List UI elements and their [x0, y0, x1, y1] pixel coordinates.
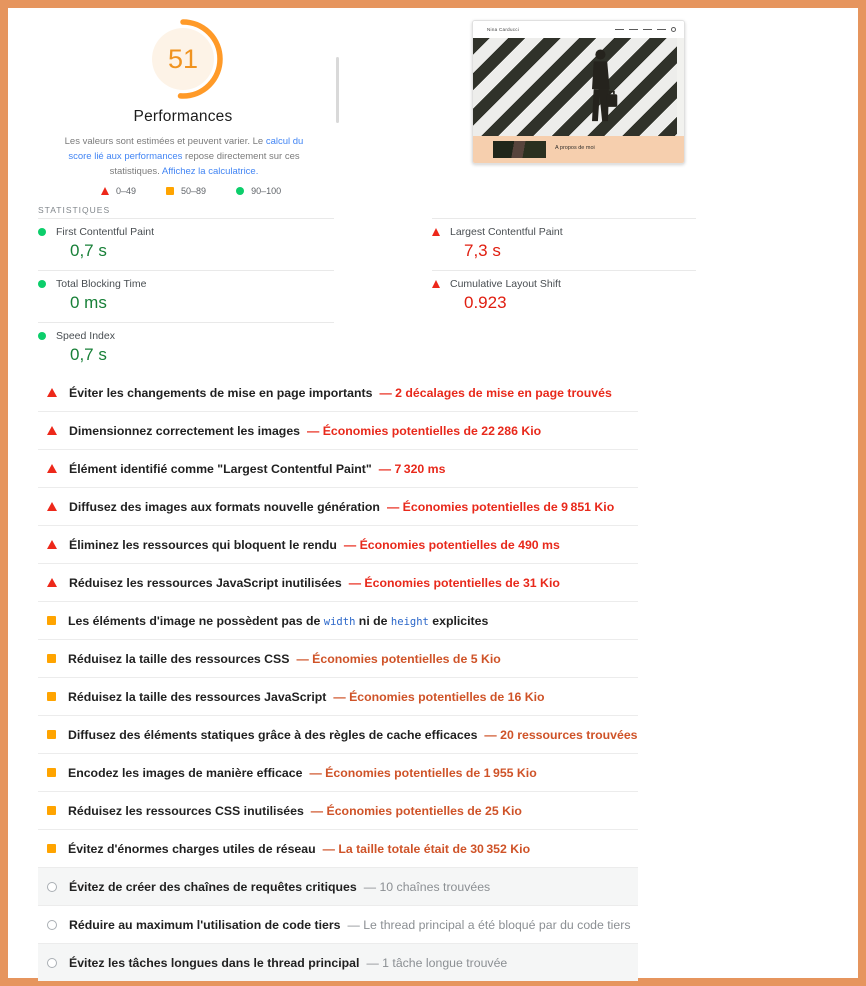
audit-row[interactable] [38, 716, 638, 754]
nav-item-placeholder [643, 29, 652, 31]
stat-largest-contentful-paint [432, 218, 696, 270]
nav-item-placeholder [629, 29, 638, 31]
audit-text [69, 536, 560, 554]
audit-detail: — Économies potentielles de 490 ms [343, 537, 560, 552]
audit-row[interactable] [38, 412, 638, 450]
audit-row[interactable] [38, 602, 638, 640]
audit-row[interactable] [38, 830, 638, 868]
audit-title: Réduisez les ressources JavaScript inutilisées [69, 575, 342, 590]
pass-dot-icon [38, 228, 46, 236]
stat-header [38, 330, 334, 342]
audit-detail: — La taille totale était de 30 352 Kio [322, 841, 531, 856]
warn-square-icon [47, 768, 56, 777]
statistics-heading: STATISTIQUES [38, 205, 111, 215]
preview-site-brand: Nina Carducci [487, 27, 520, 32]
audit-title: Éviter les changements de mise en page importants [69, 385, 373, 400]
audit-title: Diffusez des images aux formats nouvelle génération [69, 499, 380, 514]
stat-value: 0,7 s [70, 345, 107, 364]
preview-site-header [473, 21, 684, 38]
fail-triangle-icon [47, 502, 57, 511]
audit-title: Réduisez les ressources CSS inutilisées [68, 803, 304, 818]
info-circle-icon [47, 958, 57, 968]
stat-header [432, 226, 696, 238]
pass-dot-icon [38, 280, 46, 288]
audit-text [69, 422, 541, 440]
fail-triangle-icon [432, 280, 440, 288]
code-token: width [323, 615, 356, 628]
preview-about-photo [493, 141, 546, 158]
audit-detail: — 2 décalages de mise en page trouvés [379, 385, 612, 400]
audit-text [68, 650, 501, 668]
search-icon [671, 27, 677, 33]
stat-first-contentful-paint [38, 218, 334, 270]
legend-item [236, 186, 281, 196]
score-calc-link[interactable]: calcul du score lié aux performances [68, 136, 304, 162]
audit-row[interactable] [38, 792, 638, 830]
audit-title: Réduire au maximum l'utilisation de code tiers [69, 917, 341, 932]
audit-title: Diffusez des éléments statiques grâce à des règles de cache efficaces [68, 727, 478, 742]
nav-item-placeholder [615, 29, 624, 31]
stat-value: 0 ms [70, 293, 107, 312]
audit-title: Réduisez la taille des ressources CSS [68, 651, 290, 666]
preview-about-label: A propos de moi [555, 145, 595, 151]
audit-text [68, 612, 488, 630]
stat-total-blocking-time [38, 270, 334, 322]
stat-header [38, 226, 334, 238]
audit-title: Réduisez la taille des ressources JavaScript [68, 689, 327, 704]
audit-row[interactable] [38, 754, 638, 792]
audit-detail: — 7 320 ms [378, 461, 446, 476]
warn-square-icon [47, 692, 56, 701]
stat-value: 0.923 [464, 293, 507, 312]
performance-description [55, 134, 313, 179]
preview-site-nav [615, 27, 677, 33]
hero-edge-strip [677, 38, 684, 136]
pedestrian-silhouette-icon [576, 47, 627, 131]
audit-detail: — 1 tâche longue trouvée [366, 955, 508, 970]
audit-text [68, 726, 638, 744]
audit-detail: — Économies potentielles de 31 Kio [348, 575, 560, 590]
audit-row[interactable] [38, 450, 638, 488]
fail-triangle-icon [432, 228, 440, 236]
stat-value: 0,7 s [70, 241, 107, 260]
stat-label: First Contentful Paint [56, 226, 155, 238]
info-circle-icon [47, 920, 57, 930]
audit-row[interactable] [38, 944, 638, 981]
fail-triangle-icon [47, 578, 57, 587]
audit-detail: — Économies potentielles de 9 851 Kio [386, 499, 615, 514]
triangle-icon [101, 187, 109, 195]
circle-icon [236, 187, 244, 195]
legend-label: 50–89 [181, 186, 207, 196]
score-legend [101, 186, 281, 196]
stat-header [38, 278, 334, 290]
preview-about-band [473, 136, 684, 163]
warn-square-icon [47, 654, 56, 663]
fail-triangle-icon [47, 426, 57, 435]
info-circle-icon [47, 882, 57, 892]
stat-value: 7,3 s [464, 241, 501, 260]
audit-text [68, 840, 530, 858]
description-text: repose directement sur ces statistiques. [109, 151, 300, 177]
audit-title: Évitez d'énormes charges utiles de réseau [68, 841, 316, 856]
scrollbar-thumb[interactable] [336, 57, 339, 123]
performance-title: Performances [133, 108, 233, 125]
audit-row[interactable] [38, 526, 638, 564]
audit-row[interactable] [38, 868, 638, 906]
audit-text [69, 384, 612, 402]
audit-detail: — Économies potentielles de 22 286 Kio [307, 423, 542, 438]
legend-item [166, 186, 206, 196]
audit-text [69, 460, 445, 478]
stats-column-right [432, 218, 696, 322]
square-icon [166, 187, 174, 195]
performance-score-value: 51 [167, 43, 199, 74]
stat-label: Total Blocking Time [56, 278, 147, 290]
audit-title: Évitez les tâches longues dans le thread principal [69, 955, 360, 970]
audit-list [38, 374, 638, 981]
page-screenshot-preview [472, 20, 685, 164]
stat-header [432, 278, 696, 290]
audit-detail: — Économies potentielles de 5 Kio [296, 651, 501, 666]
audit-row[interactable] [38, 488, 638, 526]
audit-text [68, 802, 522, 820]
preview-hero-image [473, 38, 684, 136]
audit-detail: — Économies potentielles de 1 955 Kio [309, 765, 537, 780]
audit-text [69, 954, 507, 972]
audit-row[interactable] [38, 374, 638, 412]
audit-detail: — 10 chaînes trouvées [363, 879, 491, 894]
nav-item-placeholder [657, 29, 666, 31]
audit-title: Éliminez les ressources qui bloquent le rendu [69, 537, 337, 552]
audit-detail: — Le thread principal a été bloqué par du code tiers [347, 917, 631, 932]
stat-label: Largest Contentful Paint [450, 226, 563, 238]
audit-title: Élément identifié comme "Largest Contentful Paint" [69, 461, 372, 476]
audit-title: Dimensionnez correctement les images [69, 423, 300, 438]
audit-row[interactable] [38, 906, 638, 944]
audit-text [68, 764, 537, 782]
legend-label: 90–100 [251, 186, 282, 196]
audit-detail: — 20 ressources trouvées [484, 727, 638, 742]
performance-score-gauge [140, 16, 226, 102]
description-text: Les valeurs sont estimées et peuvent varier. Le [64, 136, 266, 147]
warn-square-icon [47, 730, 56, 739]
audit-row[interactable] [38, 640, 638, 678]
fail-triangle-icon [47, 540, 57, 549]
audit-text [69, 498, 614, 516]
audit-row[interactable] [38, 564, 638, 602]
audit-text [68, 688, 545, 706]
pass-dot-icon [38, 332, 46, 340]
calculator-link[interactable]: Affichez la calculatrice. [161, 166, 259, 177]
audit-text [69, 574, 560, 592]
warn-square-icon [47, 616, 56, 625]
audit-title: Encodez les images de manière efficace [68, 765, 303, 780]
audit-text [69, 878, 490, 896]
audit-detail: — Économies potentielles de 25 Kio [310, 803, 522, 818]
audit-text [69, 916, 631, 934]
fail-triangle-icon [47, 464, 57, 473]
legend-label: 0–49 [116, 186, 137, 196]
stats-column-left [38, 218, 334, 374]
stat-label: Speed Index [56, 330, 115, 342]
audit-title: Évitez de créer des chaînes de requêtes critiques [69, 879, 357, 894]
fail-triangle-icon [47, 388, 57, 397]
audit-row[interactable] [38, 678, 638, 716]
warn-square-icon [47, 806, 56, 815]
legend-item [101, 186, 136, 196]
audit-detail: — Économies potentielles de 16 Kio [333, 689, 545, 704]
code-token: height [390, 615, 429, 628]
audit-title: Les éléments d'image ne possèdent pas de width ni de height explicites [68, 613, 489, 628]
stat-cumulative-layout-shift [432, 270, 696, 322]
stat-label: Cumulative Layout Shift [450, 278, 561, 290]
stat-speed-index [38, 322, 334, 374]
warn-square-icon [47, 844, 56, 853]
